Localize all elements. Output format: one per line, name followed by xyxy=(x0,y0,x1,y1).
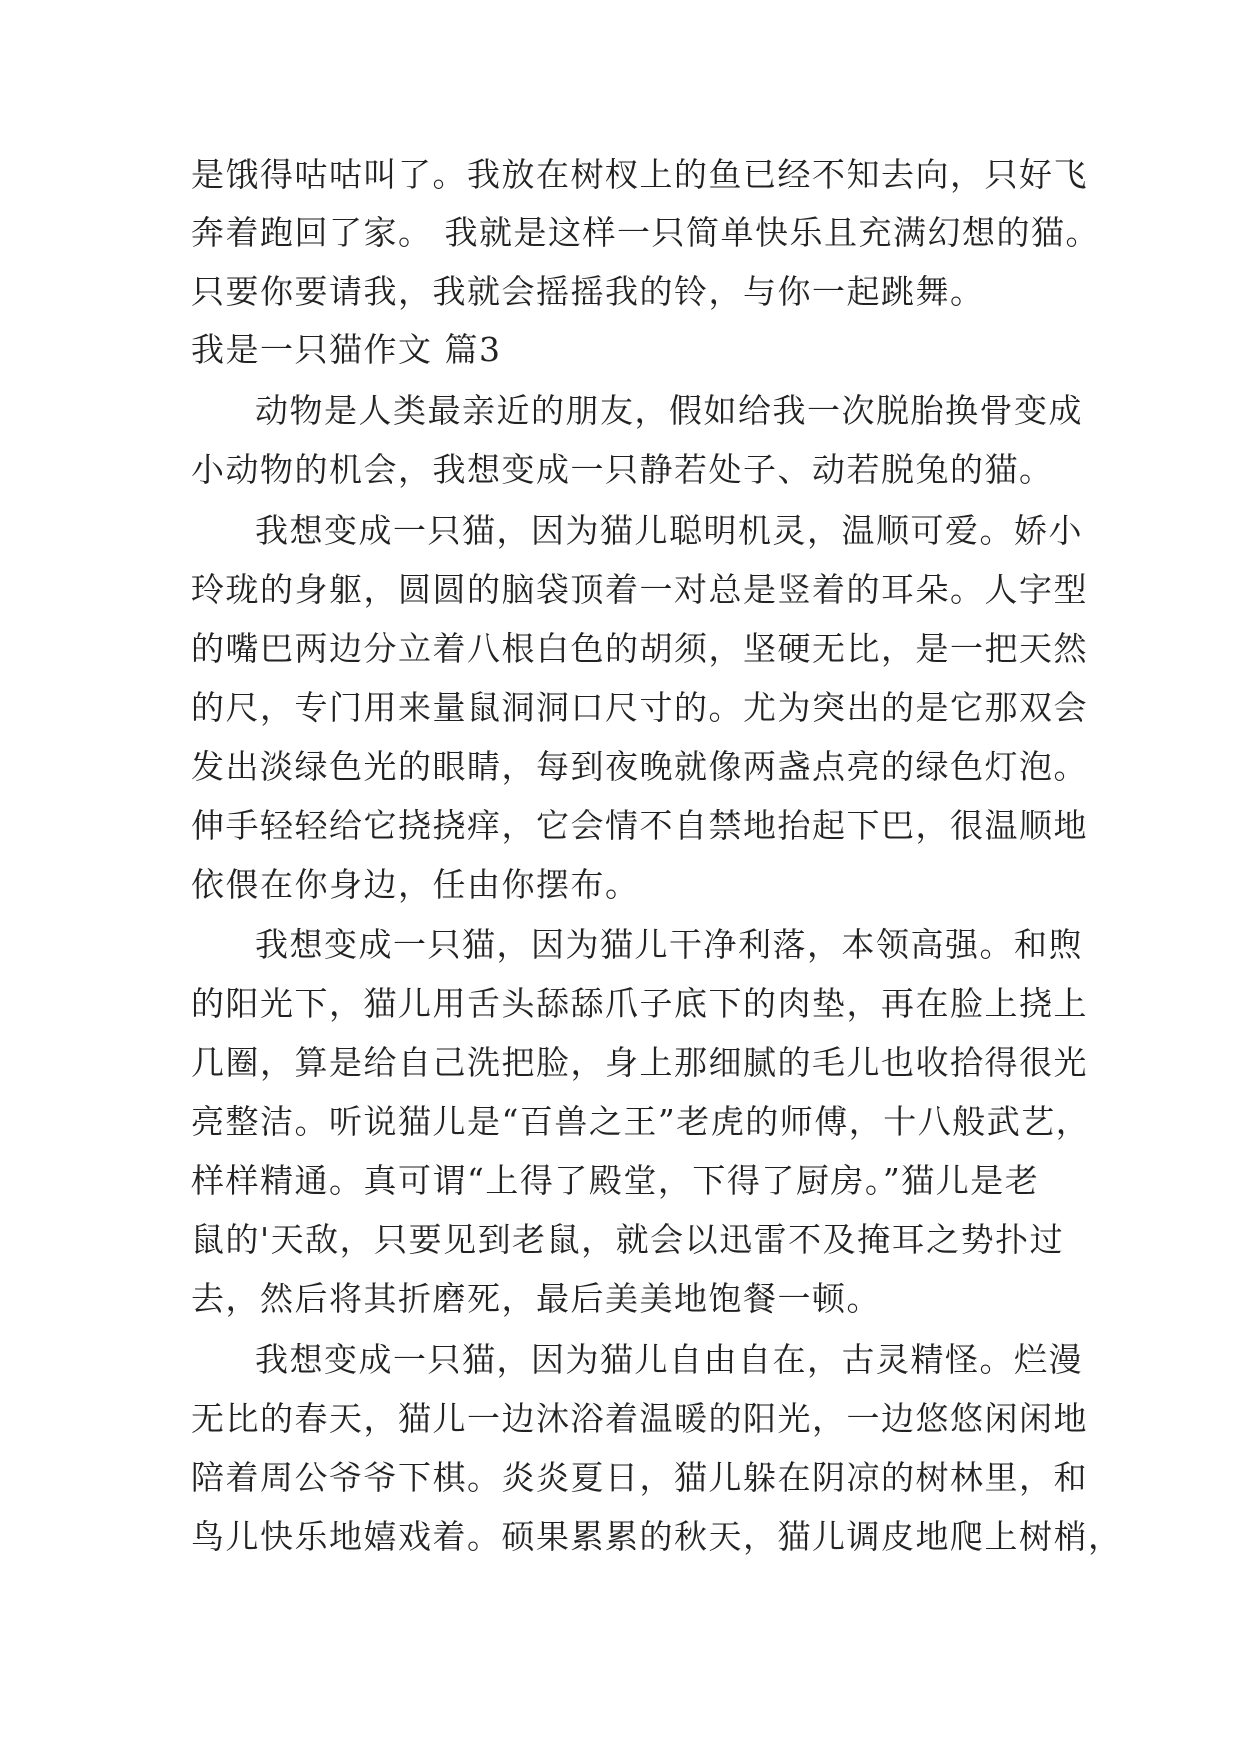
text-line: 亮整洁。听说猫儿是“百兽之王”老虎的师傅，十八般武艺， xyxy=(191,1102,1091,1141)
text-line: 样样精通。真可谓“上得了殿堂，下得了厨房。”猫儿是老 xyxy=(191,1161,1040,1200)
text-line: 依偎在你身边，任由你摆布。 xyxy=(191,865,640,904)
text-line: 的尺，专门用来量鼠洞洞口尺寸的。尤为突出的是它那双会 xyxy=(191,688,1088,727)
section-heading: 我是一只猫作文 篇3 xyxy=(191,330,502,369)
text-line: 陪着周公爷爷下棋。炎炎夏日，猫儿躲在阴凉的树林里，和 xyxy=(191,1458,1088,1497)
paragraph-first-line: 我想变成一只猫，因为猫儿聪明机灵，温顺可爱。娇小 xyxy=(255,511,1083,550)
text-line: 发出淡绿色光的眼睛，每到夜晚就像两盏点亮的绿色灯泡。 xyxy=(191,747,1088,786)
text-line: 无比的春天，猫儿一边沐浴着温暖的阳光，一边悠悠闲闲地 xyxy=(191,1399,1088,1438)
text-line: 只要你要请我，我就会摇摇我的铃，与你一起跳舞。 xyxy=(191,272,985,311)
paragraph-first-line: 动物是人类最亲近的朋友，假如给我一次脱胎换骨变成 xyxy=(255,391,1083,430)
text-line: 玲珑的身躯，圆圆的脑袋顶着一对总是竖着的耳朵。人字型 xyxy=(191,570,1088,609)
text-line: 去，然后将其折磨死，最后美美地饱餐一顿。 xyxy=(191,1279,881,1318)
text-line: 鼠的'天敌，只要见到老鼠，就会以迅雷不及掩耳之势扑过 xyxy=(191,1220,1065,1259)
paragraph-first-line: 我想变成一只猫，因为猫儿干净利落，本领高强。和煦 xyxy=(255,925,1083,964)
text-line: 的嘴巴两边分立着八根白色的胡须，坚硬无比，是一把天然 xyxy=(191,629,1088,668)
text-line: 鸟儿快乐地嬉戏着。硕果累累的秋天，猫儿调皮地爬上树梢， xyxy=(191,1517,1123,1556)
text-line: 是饿得咕咕叫了。我放在树杈上的鱼已经不知去向，只好飞 xyxy=(191,155,1088,194)
text-line: 伸手轻轻给它挠挠痒，它会情不自禁地抬起下巴，很温顺地 xyxy=(191,806,1088,845)
text-line: 几圈，算是给自己洗把脸，身上那细腻的毛儿也收拾得很光 xyxy=(191,1043,1088,1082)
text-line: 小动物的机会，我想变成一只静若处子、动若脱兔的猫。 xyxy=(191,450,1054,489)
paragraph-first-line: 我想变成一只猫，因为猫儿自由自在，古灵精怪。烂漫 xyxy=(255,1340,1083,1379)
text-line: 奔着跑回了家。 我就是这样一只简单快乐且充满幻想的猫。 xyxy=(191,213,1100,252)
text-line: 的阳光下，猫儿用舌头舔舔爪子底下的肉垫，再在脸上挠上 xyxy=(191,984,1088,1023)
